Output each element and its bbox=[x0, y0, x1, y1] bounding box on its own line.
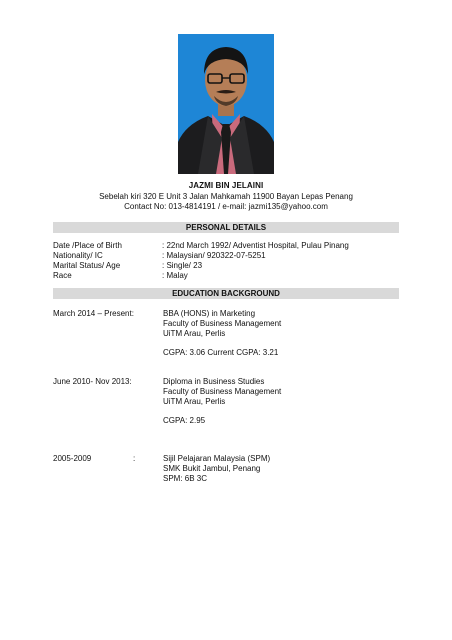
edu-result-1: CGPA: 3.06 Current CGPA: 3.21 bbox=[163, 348, 279, 357]
edu-period-1: March 2014 – Present: bbox=[53, 309, 134, 318]
edu-result-2: CGPA: 2.95 bbox=[163, 416, 206, 425]
edu-line: Faculty of Business Management bbox=[163, 387, 282, 396]
edu-colon: : bbox=[133, 454, 136, 463]
race-label: Race bbox=[53, 271, 72, 280]
contact-line: Contact No: 013-4814191 / e-mail: jazmi135@yahoo.com bbox=[124, 202, 328, 211]
birth-label: Date /Place of Birth bbox=[53, 241, 122, 250]
edu-line: BBA (HONS) in Marketing bbox=[163, 309, 256, 318]
edu-line: Faculty of Business Management bbox=[163, 319, 282, 328]
edu-line: Diploma in Business Studies bbox=[163, 377, 265, 386]
address-line: Sebelah kiri 320 E Unit 3 Jalan Mahkamah 11900 Bayan Lepas Penang bbox=[99, 192, 353, 201]
edu-period-3: 2005-2009 bbox=[53, 454, 92, 463]
edu-line: UiTM Arau, Perlis bbox=[163, 397, 226, 406]
personal-details-heading: PERSONAL DETAILS bbox=[53, 222, 399, 233]
marital-label: Marital Status/ Age bbox=[53, 261, 121, 270]
edu-line: SPM: 6B 3C bbox=[163, 474, 208, 483]
edu-line: SMK Bukit Jambul, Penang bbox=[163, 464, 261, 473]
education-heading: EDUCATION BACKGROUND bbox=[53, 288, 399, 299]
birth-value: : 22nd March 1992/ Adventist Hospital, Pulau Pinang bbox=[162, 241, 349, 250]
nationality-label: Nationality/ IC bbox=[53, 251, 103, 260]
race-value: : Malay bbox=[162, 271, 188, 280]
edu-line: UiTM Arau, Perlis bbox=[163, 329, 226, 338]
profile-photo bbox=[178, 34, 274, 174]
candidate-name: JAZMI BIN JELAINI bbox=[188, 181, 264, 190]
marital-value: : Single/ 23 bbox=[162, 261, 203, 270]
edu-period-2: June 2010- Nov 2013: bbox=[53, 377, 132, 386]
edu-line: Sijil Pelajaran Malaysia (SPM) bbox=[163, 454, 271, 463]
nationality-value: : Malaysian/ 920322-07-5251 bbox=[162, 251, 266, 260]
